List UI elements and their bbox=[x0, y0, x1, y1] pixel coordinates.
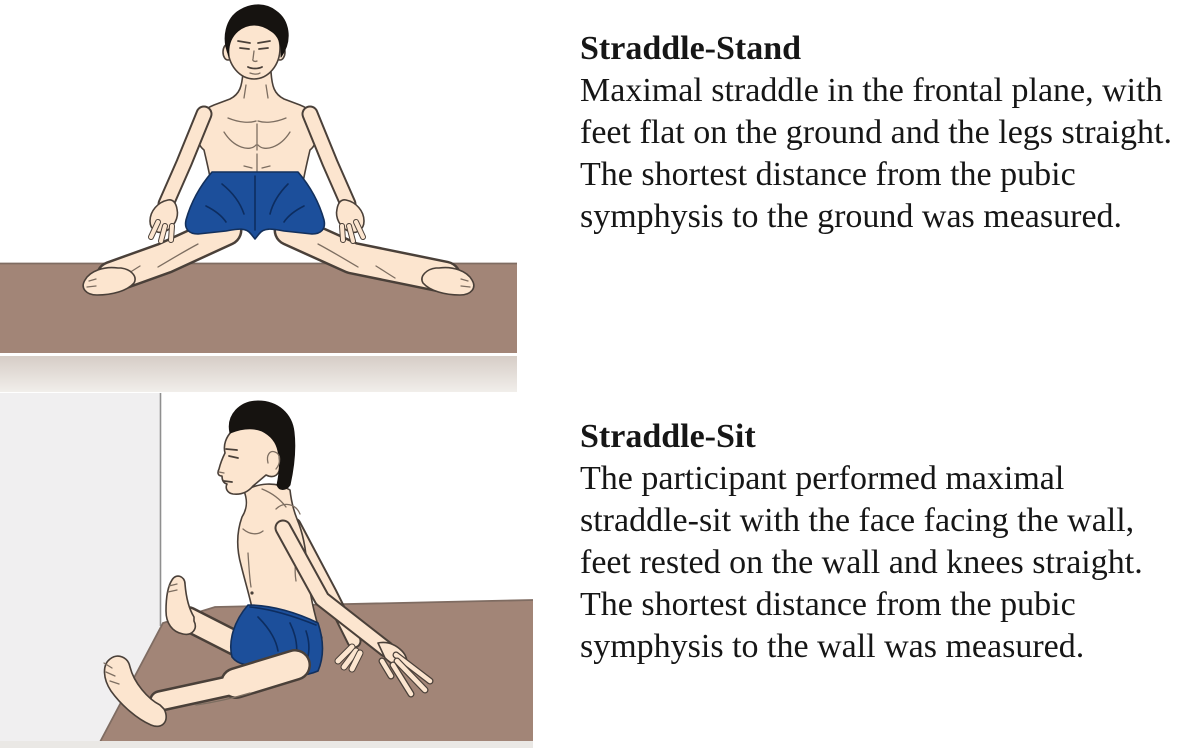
man-straddle-stand-front-view-icon bbox=[0, 0, 520, 392]
straddle-sit-text-block bbox=[580, 416, 1180, 668]
panel2-bottom-strip bbox=[0, 741, 533, 748]
straddle-sit-heading: Straddle-Sit bbox=[580, 418, 756, 455]
straddle-stand-heading: Straddle-Stand bbox=[580, 30, 802, 67]
straddle-stand-text-block bbox=[580, 28, 1180, 238]
straddle-sit-description: The participant performed maximal straddle-sit with the face facing the wall, feet rested on the wall and knees straight. The shortest distance from the pubic symphysis to the wall was measured. bbox=[580, 460, 1143, 665]
man-straddle-sit-side-view-facing-wall-icon bbox=[0, 393, 533, 748]
figure1-shorts bbox=[186, 172, 325, 239]
straddle-stand-description: Maximal straddle in the frontal plane, with feet flat on the ground and the legs straight. The shortest distance from the pubic symphysis to the ground was measured. bbox=[580, 72, 1172, 235]
panel1-bottom-strip bbox=[0, 356, 517, 392]
